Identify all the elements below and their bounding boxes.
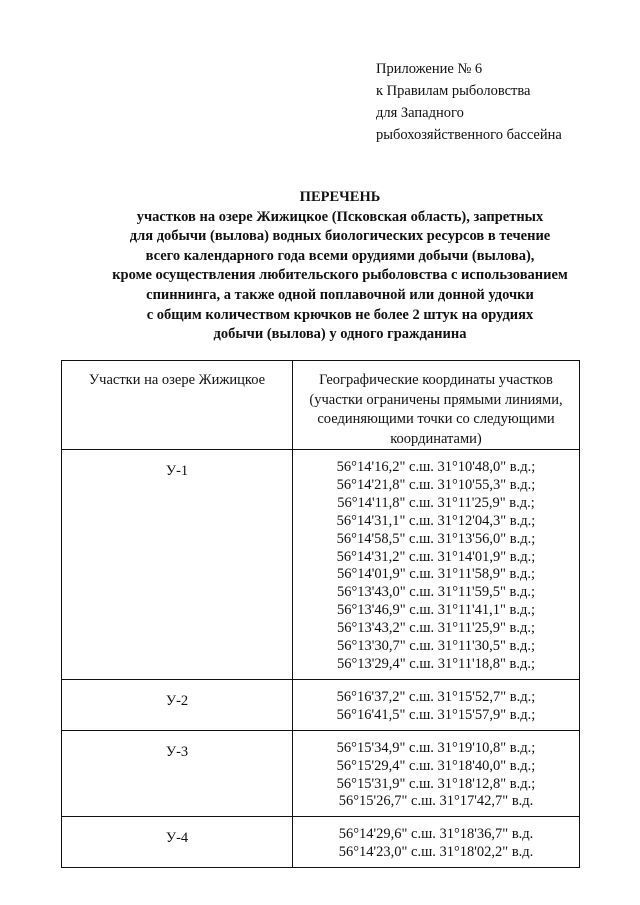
coordinate-point: 56°14'01,9" с.ш. 31°11'58,9" в.д.; bbox=[336, 566, 536, 583]
appendix-line: рыбохозяйственного бассейна bbox=[376, 127, 562, 143]
header-coordinates-line: координатами) bbox=[390, 430, 482, 447]
coordinate-point: 56°13'46,9" с.ш. 31°11'41,1" в.д.; bbox=[336, 602, 536, 619]
coordinate-point: 56°14'29,6" с.ш. 31°18'36,7" в.д. bbox=[338, 826, 534, 843]
coordinate-point: 56°14'31,2" с.ш. 31°14'01,9" в.д.; bbox=[336, 548, 536, 565]
heading-line: добычи (вылова) у одного гражданина bbox=[213, 326, 467, 343]
coordinates-cell bbox=[293, 679, 580, 730]
plot-id: У-4 bbox=[165, 830, 189, 847]
plots-table bbox=[61, 360, 580, 868]
heading-line: участков на озере Жижицкое (Псковская область), запретных bbox=[136, 208, 544, 225]
appendix-line: к Правилам рыболовства bbox=[376, 83, 531, 99]
coordinate-point: 56°15'31,9" с.ш. 31°18'12,8" в.д.; bbox=[336, 775, 536, 792]
coordinate-point: 56°13'43,0" с.ш. 31°11'59,5" в.д.; bbox=[336, 584, 536, 601]
table-row bbox=[62, 450, 580, 680]
coordinates-cell bbox=[293, 730, 580, 817]
header-plots-label: Участки на озере Жижицкое bbox=[88, 372, 266, 388]
plot-id-cell bbox=[62, 817, 293, 868]
plot-id-cell bbox=[62, 679, 293, 730]
plot-id: У-1 bbox=[165, 463, 189, 479]
coordinate-point: 56°13'43,2" с.ш. 31°11'25,9" в.д.; bbox=[336, 620, 536, 637]
plot-id-cell bbox=[62, 450, 293, 680]
coordinate-point: 56°14'23,0" с.ш. 31°18'02,2" в.д. bbox=[338, 844, 534, 861]
appendix-note bbox=[376, 58, 626, 146]
coordinates-cell bbox=[293, 450, 580, 680]
plot-id: У-3 bbox=[165, 743, 189, 760]
table-row bbox=[62, 679, 580, 730]
coordinate-point: 56°15'34,9" с.ш. 31°19'10,8" в.д.; bbox=[336, 739, 536, 756]
table-body bbox=[62, 450, 580, 868]
coordinate-point: 56°16'37,2" с.ш. 31°15'52,7" в.д.; bbox=[336, 688, 536, 705]
coordinate-point: 56°14'21,8" с.ш. 31°10'55,3" в.д.; bbox=[336, 476, 536, 493]
header-plots bbox=[62, 361, 293, 450]
coordinate-point: 56°14'58,5" с.ш. 31°13'56,0" в.д.; bbox=[336, 530, 536, 547]
heading-line: всего календарного года всеми орудиями добычи (вылова), bbox=[145, 247, 535, 264]
coordinate-point: 56°15'26,7" с.ш. 31°17'42,7" в.д. bbox=[338, 793, 534, 810]
coordinate-point: 56°14'31,1" с.ш. 31°12'04,3" в.д.; bbox=[336, 512, 536, 529]
table-header-row bbox=[62, 361, 580, 450]
header-coordinates-line: Географические координаты участков bbox=[319, 372, 553, 388]
document-title: ПЕРЕЧЕНЬ bbox=[299, 189, 381, 205]
header-coordinates-line: соединяющими точки со следующими bbox=[317, 411, 555, 427]
coordinate-point: 56°16'41,5" с.ш. 31°15'57,9" в.д.; bbox=[336, 706, 536, 723]
header-coordinates bbox=[293, 361, 580, 450]
heading-line: спиннинга, а также одной поплавочной или донной удочки bbox=[146, 286, 534, 303]
plots-table-wrapper bbox=[61, 360, 579, 868]
coordinate-point: 56°15'29,4" с.ш. 31°18'40,0" в.д.; bbox=[336, 757, 536, 774]
appendix-line: Приложение № 6 bbox=[376, 61, 483, 77]
heading-line: кроме осуществления любительского рыболовства с использованием bbox=[112, 267, 568, 284]
coordinate-point: 56°13'29,4" с.ш. 31°11'18,8" в.д.; bbox=[336, 655, 536, 672]
appendix-line: для Западного bbox=[376, 105, 464, 121]
plot-id-cell bbox=[62, 730, 293, 817]
heading-line: с общим количеством крючков не более 2 штук на орудиях bbox=[146, 306, 534, 323]
coordinate-point: 56°14'16,2" с.ш. 31°10'48,0" в.д.; bbox=[336, 459, 536, 475]
table-row bbox=[62, 730, 580, 817]
coordinate-point: 56°14'11,8" с.ш. 31°11'25,9" в.д.; bbox=[337, 494, 535, 511]
coordinate-point: 56°13'30,7" с.ш. 31°11'30,5" в.д.; bbox=[336, 638, 536, 655]
heading-line: для добычи (вылова) водных биологических ресурсов в течение bbox=[129, 228, 551, 245]
header-coordinates-line: (участки ограничены прямыми линиями, bbox=[309, 391, 563, 408]
table-row bbox=[62, 817, 580, 868]
plot-id: У-2 bbox=[165, 692, 189, 709]
coordinates-cell bbox=[293, 817, 580, 868]
document-heading bbox=[60, 188, 620, 345]
